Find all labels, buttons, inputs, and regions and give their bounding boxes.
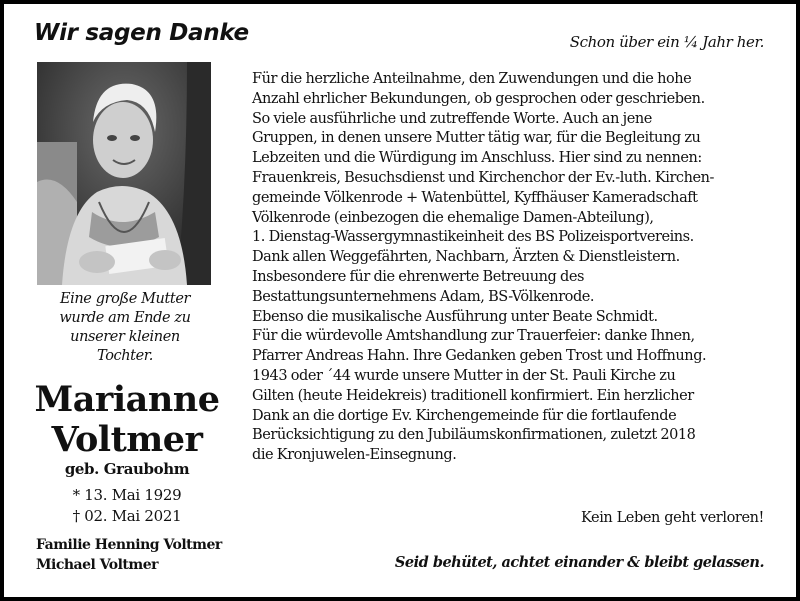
body-line: Berücksichtigung zu den Jubiläumskonfirmationen, zuletzt 2018: [252, 427, 696, 444]
body-line: Für die würdevolle Amtshandlung zur Trauerfeier: danke Ihnen,: [252, 328, 695, 345]
body-line: 1. Dienstag-Wassergymnastikeinheit des BS Polizeisportvereins.: [252, 229, 694, 246]
subline: Schon über ein ¼ Jahr her.: [569, 33, 764, 51]
body-line: Dank allen Weggefährten, Nachbarn, Ärzten & Dienstleistern.: [252, 249, 680, 266]
body-line: Anzahl ehrlicher Bekundungen, ob gesprochen oder geschrieben.: [252, 90, 705, 107]
last-name: Voltmer: [51, 419, 203, 460]
family-line: Familie Henning Voltmer: [36, 537, 222, 553]
caption-line: Eine große Mutter: [59, 291, 191, 307]
body-line: Dank an die dortige Ev. Kirchengemeinde für die fortlaufende: [252, 407, 677, 424]
thank-you-text: [252, 70, 782, 466]
portrait-photo-icon: [37, 62, 211, 285]
caption-line: wurde am Ende zu: [59, 310, 191, 326]
body-line: Frauenkreis, Besuchsdienst und Kirchenchor der Ev.-luth. Kirchen-: [252, 169, 714, 186]
body-line: 1943 oder ´44 wurde unsere Mutter in der St. Pauli Kirche zu: [252, 367, 676, 384]
deceased-name: [22, 380, 232, 460]
closing-wish: Seid behütet, achtet einander & bleibt gelassen.: [394, 554, 764, 571]
family-line: Michael Voltmer: [36, 557, 158, 573]
death-date: † 02. Mai 2021: [72, 507, 182, 525]
body-line: Pfarrer Andreas Hahn. Ihre Gedanken geben Trost und Hoffnung.: [252, 348, 707, 365]
body-line: Gilten (heute Heidekreis) traditionell konfirmiert. Ein herzlicher: [252, 387, 694, 404]
family-signature: [36, 535, 222, 575]
birth-name: geb. Graubohm: [64, 460, 190, 478]
body-line: Lebzeiten und die Würdigung im Anschluss. Hier sind zu nennen:: [252, 150, 702, 167]
body-line: Bestattungsunternehmens Adam, BS-Völkenrode.: [252, 288, 595, 305]
life-dates: [22, 485, 232, 527]
body-line: Völkenrode (einbezogen die ehemalige Damen-Abteilung),: [252, 209, 654, 226]
body-line: So viele ausführliche und zutreffende Worte. Auch an jene: [252, 110, 652, 127]
body-line: Insbesondere für die ehrenwerte Betreuung des: [252, 268, 584, 285]
body-line: Gruppen, in denen unsere Mutter tätig war, für die Begleitung zu: [252, 130, 701, 147]
caption-line: Tochter.: [97, 348, 153, 364]
body-line: Für die herzliche Anteilnahme, den Zuwendungen und die hohe: [252, 71, 692, 87]
birth-date: * 13. Mai 1929: [72, 486, 182, 504]
headline: Wir sagen Danke: [34, 20, 249, 46]
first-name: Marianne: [34, 379, 220, 420]
body-line: die Kronjuwelen-Einsegnung.: [252, 447, 457, 464]
body-line: Ebenso die musikalische Ausführung unter Beate Schmidt.: [252, 308, 658, 325]
body-line: gemeinde Völkenrode + Watenbüttel, Kyffhäuser Kameradschaft: [252, 189, 698, 206]
closing-statement: Kein Leben geht verloren!: [580, 510, 764, 526]
photo-caption: [30, 290, 220, 366]
caption-line: unserer kleinen: [70, 329, 180, 345]
